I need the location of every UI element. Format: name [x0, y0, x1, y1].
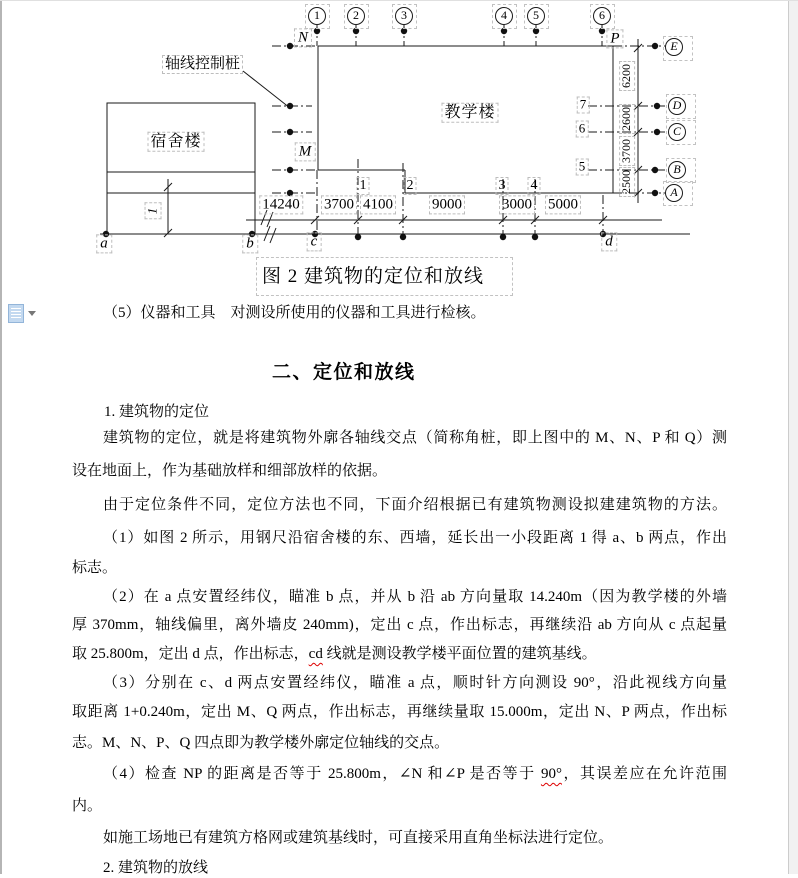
column-axis-bubble-2: 2	[347, 7, 365, 25]
row-axis-bubble-C: C	[668, 123, 686, 141]
dormitory-building-label: 宿舍楼	[147, 132, 204, 152]
point-label-N: N	[294, 28, 312, 47]
row-axis-bubble-E: E	[665, 38, 683, 56]
page-left-edge	[0, 1, 2, 874]
body-text: （3）分别在 c、d 两点安置经纬仪，瞄准 a 点，顺时针方向测设 90°，沿此视线方向量	[103, 675, 727, 691]
body-text: （4）检查 NP 的距离是否等于 25.800m，∠N 和∠P 是否等于	[103, 766, 541, 782]
point-label-a: a	[96, 234, 112, 253]
body-text: 取距离 1+0.240m，定出 M、Q 两点，作出标志，再继续量取 15.000m，定出 N、P 两点，作出标	[72, 704, 727, 720]
stake-number-6: 6	[576, 121, 589, 138]
stake-number-2: 2	[404, 177, 417, 195]
column-axis-bubble-5: 5	[527, 7, 545, 25]
point-label-P: P	[606, 29, 623, 48]
body-line	[72, 733, 727, 753]
side-dim-3700: 3700	[619, 136, 635, 166]
stake-number-1: 1	[357, 177, 370, 195]
instrument-tools-line: （5）仪器和工具 对测设所使用的仪器和工具进行检核。	[103, 305, 486, 321]
body-text: 厚 370mm，轴线偏里，离外墙皮 240mm)，定出 c 点，作出标志，再继续沿 ab 方向从 c 点起量	[72, 617, 727, 633]
body-text: 志。M、N、P、Q 四点即为教学楼外廓定位轴线的交点。	[72, 735, 450, 751]
dim-label-5000: 5000	[545, 195, 581, 214]
section-heading: 二、定位和放线	[272, 362, 416, 383]
body-text: （2）在 a 点安置经纬仪，瞄准 b 点，并从 b 沿 ab 方向量取 14.240m（因为教学楼的外墙	[103, 589, 727, 605]
stake-number-4: 4	[528, 177, 541, 195]
window-right-edge	[788, 1, 798, 874]
body-text: 如施工场地已有建筑方格网或建筑基线时，可直接采用直角坐标法进行定位。	[103, 830, 614, 846]
extension-dim-label: 1	[145, 203, 162, 220]
column-axis-bubble-4: 4	[495, 7, 513, 25]
row-axis-bubble-B: B	[668, 161, 686, 179]
teaching-building-label: 教学楼	[441, 103, 498, 123]
body-line	[72, 495, 727, 515]
body-line	[72, 673, 727, 693]
side-dim-6200: 6200	[619, 61, 635, 91]
figure-caption: 图 2 建筑物的定位和放线	[256, 257, 513, 296]
body-text: （1）如图 2 所示，用钢尺沿宿舍楼的东、西墙，延长出一小段距离 1 得 a、b 两点，作出	[103, 530, 727, 546]
side-dim-2500: 2500	[619, 167, 635, 197]
body-text: 2. 建筑物的放线	[103, 860, 209, 876]
dim-label-14240: 14240	[259, 195, 303, 214]
point-label-M: M	[295, 142, 316, 161]
sub-heading-2	[72, 858, 727, 878]
body-text: 设在地面上，作为基础放样和细部放样的依据。	[72, 463, 388, 479]
row-axis-bubble-D: D	[668, 97, 686, 115]
axis-control-stake-label: 轴线控制桩	[162, 55, 243, 74]
column-axis-bubble-6: 6	[593, 7, 611, 25]
column-axis-bubble-1: 1	[308, 7, 326, 25]
side-dim-2600: 2600	[619, 104, 635, 134]
body-line	[72, 461, 727, 481]
point-label-c: c	[307, 232, 322, 251]
body-line	[72, 528, 727, 548]
stake-number-7: 7	[577, 97, 590, 114]
body-text: 内。	[72, 798, 103, 814]
dim-label-3700: 3700	[321, 195, 357, 214]
point-label-d: d	[601, 232, 617, 251]
dim-label-4100: 4100	[360, 195, 396, 214]
body-line	[72, 828, 727, 848]
body-line	[72, 644, 727, 664]
dim-label-3000: 3000	[499, 195, 535, 214]
body-line	[72, 587, 727, 607]
body-line	[72, 615, 727, 635]
spellcheck-marked-text: cd	[308, 646, 323, 662]
sub-heading-1: 1. 建筑物的定位	[104, 404, 210, 420]
body-text: 线就是测设教学楼平面位置的建筑基线。	[322, 646, 597, 662]
body-line	[72, 764, 727, 784]
paste-options-icon[interactable]	[8, 304, 24, 323]
body-line	[72, 702, 727, 722]
stake-number-3: 3	[496, 177, 509, 195]
body-text: 取 25.800m，定出 d 点，作出标志，	[72, 646, 309, 662]
body-text: 由于定位条件不同，定位方法也不同，下面介绍根据已有建筑物测设拟建建筑物的方法。	[103, 497, 727, 513]
dim-label-9000: 9000	[429, 195, 465, 214]
body-line	[72, 558, 727, 578]
spellcheck-marked-text: 90°	[540, 766, 562, 782]
body-text: 标志。	[72, 560, 118, 576]
body-line	[72, 796, 727, 816]
body-line	[72, 428, 727, 448]
body-text: ，其误差应在允许范围	[561, 766, 727, 782]
row-axis-bubble-A: A	[665, 184, 683, 202]
stake-number-5: 5	[576, 159, 589, 176]
body-text: 建筑物的定位，就是将建筑物外廓各轴线交点（简称角桩，即上图中的 M、N、P 和 Q）测	[103, 430, 727, 446]
column-axis-bubble-3: 3	[395, 7, 413, 25]
paste-options-dropdown-icon[interactable]	[28, 311, 36, 320]
point-label-b: b	[242, 234, 258, 253]
